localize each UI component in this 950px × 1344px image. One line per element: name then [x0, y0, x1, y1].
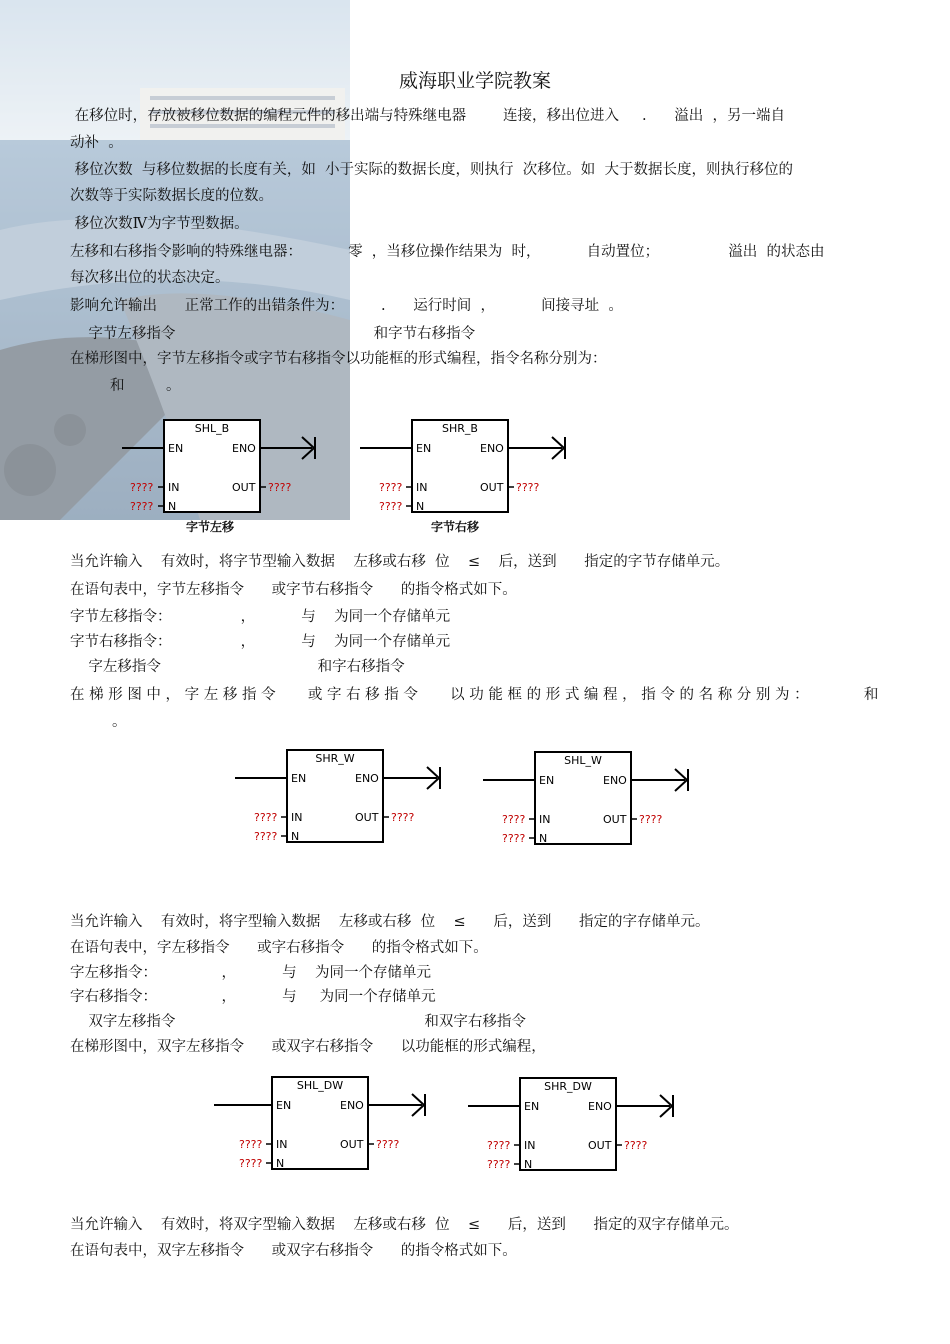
text-line: 移位次数 与移位数据的长度有关，如 小于实际的数据长度，则执行 次移位。如 大于数据长度，则执行移位的 — [70, 162, 793, 178]
text-line: 移位次数Ⅳ为字节型数据。 — [70, 216, 249, 232]
text-line: 在语句表中，双字左移指令 或双字右移指令 的指令格式如下。 — [70, 1243, 517, 1259]
text-line: 影响允许输出 正常工作的出错条件为： . 运行时间 ， 间接寻址 。 — [70, 298, 623, 314]
param-n: ???? — [130, 500, 154, 513]
block-name: SHL_DW — [296, 1079, 344, 1092]
pin-out: OUT — [340, 1138, 364, 1151]
pin-eno: ENO — [340, 1099, 364, 1112]
text-line: 。 — [112, 714, 127, 730]
text-line: 在梯形图中，字节左移指令或字节右移指令以功能框的形式编程，指令名称分别为： — [70, 351, 607, 367]
section-heading: 双字左移指令 和双字右移指令 — [70, 1014, 526, 1030]
param-n: ???? — [502, 832, 526, 845]
param-in: ???? — [254, 811, 278, 824]
param-out: ???? — [268, 481, 292, 494]
pin-eno: ENO — [588, 1100, 612, 1113]
text-line: 在语句表中，字节左移指令 或字节右移指令 的指令格式如下。 — [70, 582, 517, 598]
param-in: ???? — [130, 481, 154, 494]
param-n: ???? — [254, 830, 278, 843]
text-line: 字节右移指令： ， 与 为同一个存储单元 — [70, 634, 451, 650]
pin-in: IN — [524, 1139, 536, 1152]
pin-in: IN — [291, 811, 303, 824]
pin-in: IN — [416, 481, 428, 494]
param-out: ???? — [639, 813, 663, 826]
text-line: 在移位时，存放被移位数据的编程元件的移出端与特殊继电器 连接，移出位进入 . 溢出 ，另一端自 — [70, 108, 786, 124]
pin-en: EN — [276, 1099, 292, 1112]
function-block-shr-dw — [468, 1076, 683, 1172]
text-line: 字右移指令： ， 与 为同一个存储单元 — [70, 989, 436, 1005]
param-in: ???? — [487, 1139, 511, 1152]
block-name: SHR_B — [442, 422, 478, 435]
text-line: 左移和右移指令影响的特殊继电器： 零 ，当移位操作结果为 时， 自动置位； 溢出 的状态由 — [70, 244, 825, 260]
block-name: SHR_DW — [544, 1080, 592, 1093]
block-name: SHR_W — [315, 752, 355, 765]
param-in: ???? — [502, 813, 526, 826]
param-n: ???? — [239, 1157, 263, 1170]
text-line: 当允许输入 有效时，将双字型输入数据 左移或右移 位 ≤ 后，送到 指定的双字存储单元。 — [70, 1217, 739, 1233]
pin-en: EN — [291, 772, 307, 785]
block-name: SHL_B — [194, 422, 230, 435]
param-n: ???? — [487, 1158, 511, 1171]
pin-in: IN — [276, 1138, 288, 1151]
block-name: SHL_W — [564, 754, 602, 767]
pin-n: N — [416, 500, 425, 513]
param-in: ???? — [379, 481, 403, 494]
param-out: ???? — [624, 1139, 648, 1152]
pin-eno: ENO — [355, 772, 379, 785]
param-out: ???? — [516, 481, 540, 494]
text-line: 每次移出位的状态决定。 — [70, 270, 230, 286]
param-in: ???? — [239, 1138, 263, 1151]
pin-en: EN — [524, 1100, 540, 1113]
text-line: 当允许输入 有效时，将字型输入数据 左移或右移 位 ≤ 后，送到 指定的字存储单元。 — [70, 914, 710, 930]
param-out: ???? — [391, 811, 415, 824]
function-block-shl-b — [122, 418, 327, 514]
pin-en: EN — [168, 442, 184, 455]
text-line: 当允许输入 有效时，将字节型输入数据 左移或右移 位 ≤ 后，送到 指定的字节存储单元。 — [70, 554, 730, 570]
section-heading: 字节左移指令 和字节右移指令 — [70, 326, 476, 342]
pin-out: OUT — [588, 1139, 612, 1152]
pin-in: IN — [539, 813, 551, 826]
pin-out: OUT — [480, 481, 504, 494]
function-block-shr-w — [235, 748, 445, 844]
caption-shl-b: 字节左移 — [186, 520, 235, 534]
page-title: 威海职业学院教案 — [398, 70, 551, 92]
pin-out: OUT — [232, 481, 256, 494]
text-line: 字节左移指令： ， 与 为同一个存储单元 — [70, 609, 451, 625]
pin-eno: ENO — [603, 774, 627, 787]
function-block-shl-dw — [214, 1075, 429, 1171]
pin-n: N — [524, 1158, 533, 1171]
param-out: ???? — [376, 1138, 400, 1151]
text-line: 在 梯 形 图 中 ， 字 左 移 指 令 或 字 右 移 指 令 以 功 能 框 的 形 式 编 程 ， 指 令 的 名 称 分 别 为 ： 和 — [70, 687, 879, 703]
function-block-shl-w — [483, 750, 693, 846]
function-block-shr-b — [360, 418, 575, 514]
caption-shr-b: 字节右移 — [431, 520, 480, 534]
section-heading: 字左移指令 和字右移指令 — [70, 659, 405, 675]
text-line: 在梯形图中，双字左移指令 或双字右移指令 以功能框的形式编程， — [70, 1039, 546, 1055]
pin-n: N — [539, 832, 548, 845]
pin-en: EN — [539, 774, 555, 787]
param-n: ???? — [379, 500, 403, 513]
pin-eno: ENO — [232, 442, 256, 455]
text-line: 次数等于实际数据长度的位数。 — [70, 188, 273, 204]
text-line: 和 。 — [110, 378, 181, 394]
pin-n: N — [276, 1157, 285, 1170]
text-line: 动补 。 — [70, 135, 123, 151]
pin-out: OUT — [355, 811, 379, 824]
pin-eno: ENO — [480, 442, 504, 455]
pin-in: IN — [168, 481, 180, 494]
text-line: 字左移指令： ， 与 为同一个存储单元 — [70, 965, 432, 981]
pin-n: N — [291, 830, 300, 843]
pin-out: OUT — [603, 813, 627, 826]
pin-n: N — [168, 500, 177, 513]
pin-en: EN — [416, 442, 432, 455]
text-line: 在语句表中，字左移指令 或字右移指令 的指令格式如下。 — [70, 940, 488, 956]
